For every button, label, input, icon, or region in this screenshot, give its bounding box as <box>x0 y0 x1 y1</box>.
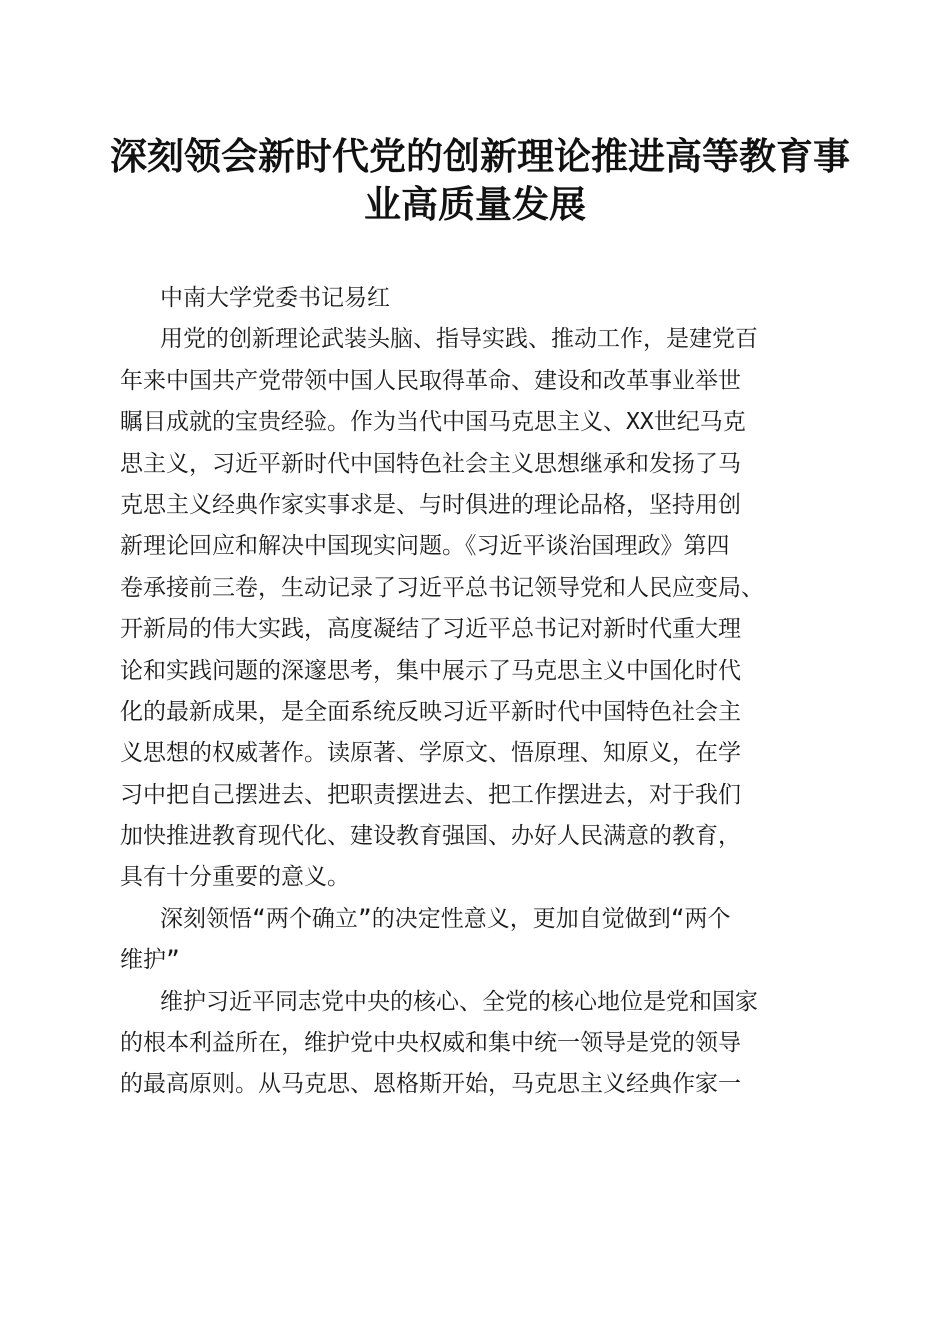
paragraph-line: 深刻领悟“两个确立”的决定性意义，更加自觉做到“两个 <box>160 905 731 932</box>
paragraph-line: 思主义，习近平新时代中国特色社会主义思想继承和发扬了马 <box>120 450 741 477</box>
author-line: 中南大学党委书记易红 <box>160 285 390 311</box>
paragraph-1 <box>120 319 840 898</box>
paragraph-line: 维护” <box>120 947 180 974</box>
paragraph-line: 瞩目成就的宝贵经验。作为当代中国马克思主义、XX世纪马克 <box>120 409 746 436</box>
paragraph-line: 的最高原则。从马克思、恩格斯开始，马克思主义经典作家一 <box>120 1071 741 1098</box>
paragraph-3 <box>120 982 840 1106</box>
paragraph-line: 具有十分重要的意义。 <box>120 864 350 891</box>
title-line: 深刻领会新时代党的创新理论推进高等教育事 <box>110 134 850 178</box>
paragraph-line: 克思主义经典作家实事求是、与时俱进的理论品格，坚持用创 <box>120 491 741 518</box>
document-title <box>110 132 850 228</box>
paragraph-line: 维护习近平同志党中央的核心、全党的核心地位是党和国家 <box>160 988 758 1015</box>
title-line: 业高质量发展 <box>364 182 586 226</box>
paragraph-line: 加快推进教育现代化、建设教育强国、办好人民满意的教育， <box>120 823 741 850</box>
paragraph-line: 义思想的权威著作。读原著、学原文、悟原理、知原义，在学 <box>120 740 741 767</box>
paragraph-line: 论和实践问题的深邃思考，集中展示了马克思主义中国化时代 <box>120 657 741 684</box>
paragraph-line: 用党的创新理论武装头脑、指导实践、推动工作，是建党百 <box>160 326 758 353</box>
paragraph-line: 习中把自己摆进去、把职责摆进去、把工作摆进去，对于我们 <box>120 781 741 808</box>
paragraph-line: 卷承接前三卷，生动记录了习近平总书记领导党和人民应变局、 <box>120 574 764 601</box>
paragraph-line: 化的最新成果，是全面系统反映习近平新时代中国特色社会主 <box>120 698 741 725</box>
paragraph-line: 的根本利益所在，维护党中央权威和集中统一领导是党的领导 <box>120 1030 741 1057</box>
document-body <box>120 278 840 1106</box>
paragraph-line: 新理论回应和解决中国现实问题。《习近平谈治国理政》第四 <box>120 533 730 560</box>
paragraph-line: 开新局的伟大实践，高度凝结了习近平总书记对新时代重大理 <box>120 616 741 643</box>
paragraph-line: 年来中国共产党带领中国人民取得革命、建设和改革事业举世 <box>120 367 741 394</box>
section-heading <box>120 899 840 982</box>
